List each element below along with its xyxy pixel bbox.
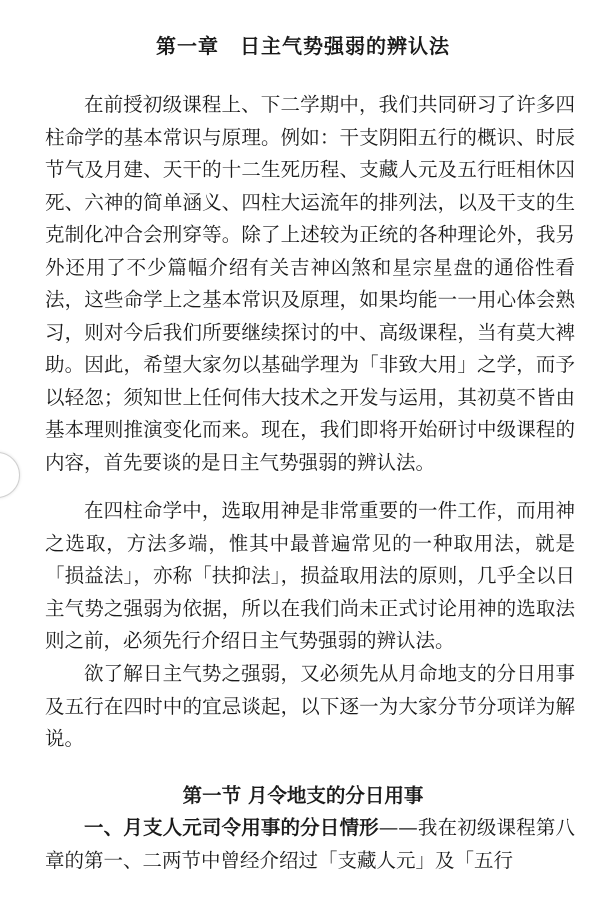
page-turn-handle[interactable] (0, 452, 20, 498)
subsection-paragraph (45, 812, 575, 877)
subsection-text: ——我在初级课程第八章的第一、二两节中曾经介绍过「支藏人元」及「五行 (45, 816, 575, 872)
section-title: 第一节 月令地支的分日用事 (182, 784, 424, 807)
paragraph-2: 在四柱命学中，选取用神是非常重要的一件工作，而用神之选取，方法多端，惟其中最普遍常见的一种取用法，就是「损益法」，亦称「扶抑法」，损益取用法的原则，几乎全以日主气势之强弱为依据，所以在我们尚未正式讨论用神的选取法则之前，必须先行介绍日主气势强弱的辨认法。 (45, 499, 575, 652)
paragraph-1: 在前授初级课程上、下二学期中，我们共同研习了许多四柱命学的基本常识与原理。例如：干支阴阳五行的概识、时辰节气及月建、天干的十二生死历程、支藏人元及五行旺相休囚死、六神的简单涵义、四柱大运流年的排列法，以及干支的生克制化冲合会刑穿等。除了上述较为正统的各种理论外，我另外还用了不少篇幅介绍有关吉神凶煞和星宗星盘的通俗性看法，这些命学上之基本常识及原理，如果均能一一用心体会熟习，则对今后我们所要继续探讨的中、高级课程，当有莫大裨助。因此，希望大家勿以基础学理为「非致大用」之学，而予以轻忽；须知世上任何伟大技术之开发与运用，其初莫不皆由基本理则推演变化而来。现在，我们即将开始研讨中级课程的内容，首先要谈的是日主气势强弱的辨认法。 (45, 93, 575, 474)
paragraph-3: 欲了解日主气势之强弱，又必须先从月命地支的分日用事及五行在四时中的宜忌谈起，以下逐一为大家分节分项详为解说。 (45, 662, 575, 750)
subsection-heading: 一、月支人元司令用事的分日情形 (84, 816, 379, 839)
chapter-title: 第一章 日主气势强弱的辨认法 (156, 34, 450, 58)
